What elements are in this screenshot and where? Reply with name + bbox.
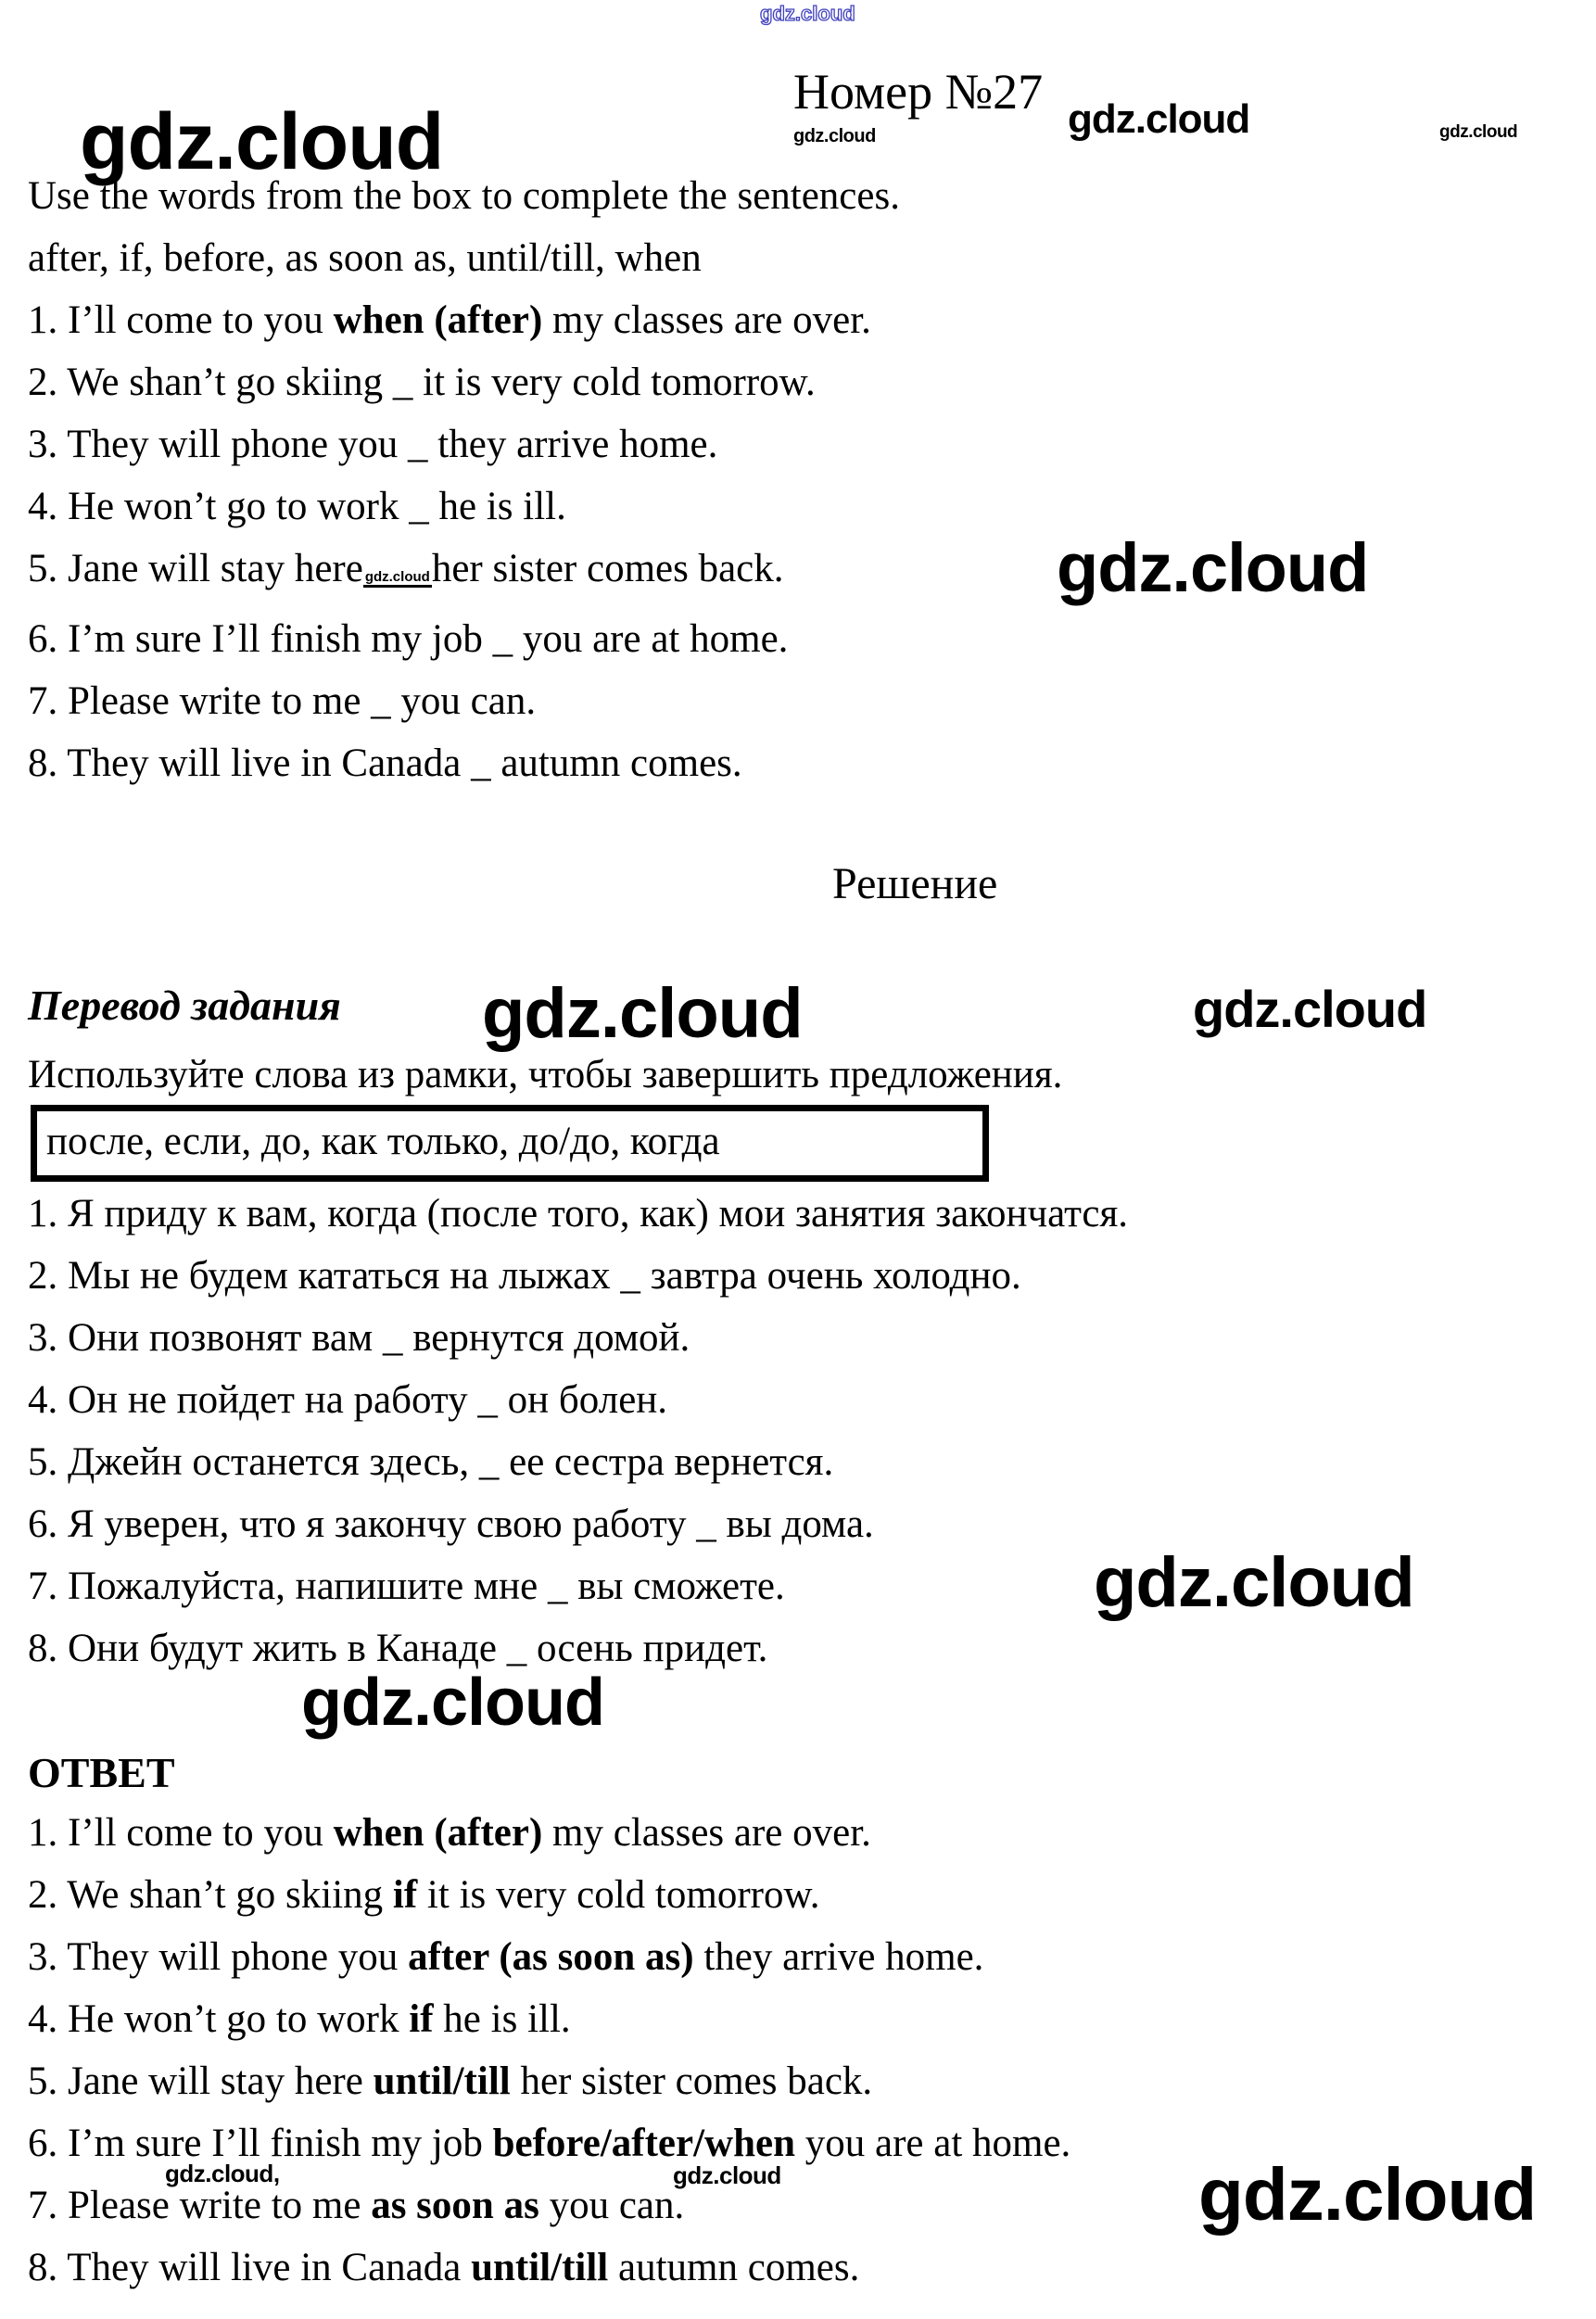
sentence-text: 3. They will phone you	[28, 1935, 409, 1979]
page-title: Номер №27	[793, 64, 1044, 120]
translation-label: Перевод задания	[28, 982, 341, 1029]
watermark-translation-right: gdz.cloud	[1193, 980, 1427, 1038]
translation-sentence-3: 3. Они позвонят вам _ вернутся домой.	[28, 1316, 690, 1360]
answer-sentence-4	[28, 1988, 1070, 2050]
answer-sentence-5	[28, 2050, 1070, 2112]
answer-word: before/after/when	[492, 2122, 795, 2165]
task-intro: Use the words from the box to complete the sentences.	[28, 174, 900, 218]
sentence-text: 8. They will live in Canada _ autumn comes.	[28, 741, 742, 785]
answer-word: after (as soon as)	[408, 1935, 694, 1979]
watermark-translation-big: gdz.cloud	[482, 974, 803, 1053]
answer-word: as soon as	[371, 2184, 539, 2227]
sentence-text: 5. Jane will stay here	[28, 547, 363, 590]
translation-sentence-2: 2. Мы не будем кататься на лыжах _ завтра очень холодно.	[28, 1254, 1021, 1298]
translation-sentence-4: 4. Он не пойдет на работу _ он болен.	[28, 1378, 668, 1422]
answer-section	[28, 1802, 1070, 2299]
watermark-top-right: gdz.cloud	[1439, 122, 1518, 142]
answer-word: when (after)	[333, 1811, 543, 1855]
sentence-text: her sister comes back.	[510, 2059, 873, 2103]
sentence-text: 4. He won’t go to work _ he is ill.	[28, 485, 566, 528]
task-sentence-6	[28, 608, 900, 670]
sentence-text: 5. Jane will stay here	[28, 2059, 374, 2103]
answer-sentence-3	[28, 1926, 1070, 1988]
watermark-russian7-right: gdz.cloud	[1094, 1543, 1414, 1622]
watermark-left-big: gdz.cloud	[80, 97, 444, 186]
answer-heading: ОТВЕТ	[28, 1749, 175, 1796]
task-sentence-7	[28, 670, 900, 732]
inline-watermark: gdz.cloud	[363, 569, 432, 588]
sentence-text: 1. I’ll come to you	[28, 1811, 334, 1855]
watermark-under-title: gdz.cloud	[793, 126, 876, 146]
answer-word: if	[392, 1873, 418, 1917]
task-sentence-8	[28, 732, 900, 794]
word-box-text: после, если, до, как только, до/до, когда	[31, 1105, 989, 1182]
translation-section	[28, 1183, 1128, 1679]
answer-sentence-7	[28, 2174, 1070, 2237]
sentence-text: 6. I’m sure I’ll finish my job	[28, 2122, 493, 2165]
translation-sentence-6: 6. Я уверен, что я закончу свою работу _ вы дома.	[28, 1502, 874, 1546]
answer-sentence-2	[28, 1864, 1070, 1926]
answer-sentence-6	[28, 2112, 1070, 2174]
sentence-text: you can.	[538, 2184, 685, 2227]
sentence-text: 2. We shan’t go skiing _ it is very cold tomorrow.	[28, 361, 816, 404]
translation-sentence-5: 5. Джейн останется здесь, _ ее сестра вернется.	[28, 1440, 834, 1484]
sentence-text: 8. They will live in Canada	[28, 2246, 472, 2289]
sentence-text: 2. We shan’t go skiing	[28, 1873, 393, 1917]
sentence-text: 7. Please write to me _ you can.	[28, 679, 537, 723]
answer-word: if	[409, 1997, 434, 2041]
watermark-task-right: gdz.cloud	[1057, 529, 1369, 606]
sentence-text: he is ill.	[433, 1997, 571, 2041]
task-sentence-1	[28, 289, 900, 351]
translation-sentence-1: 1. Я приду к вам, когда (после того, как) мои занятия закончатся.	[28, 1192, 1129, 1236]
translation-intro: Используйте слова из рамки, чтобы завершить предложения.	[28, 1053, 1063, 1096]
sentence-text: you are at home.	[795, 2122, 1071, 2165]
sentence-text: her sister comes back.	[431, 547, 784, 590]
sentence-text: they arrive home.	[693, 1935, 984, 1979]
sentence-text: 6. I’m sure I’ll finish my job _ you are at home.	[28, 617, 789, 661]
task-sentence-4	[28, 475, 900, 538]
word-box	[31, 1105, 989, 1182]
watermark-russian-bottom: gdz.cloud	[301, 1666, 604, 1740]
watermark-top-outline: gdz.cloud	[760, 2, 855, 25]
translation-sentence-8: 8. Они будут жить в Канаде _ осень придет.	[28, 1627, 768, 1670]
sentence-text: 4. He won’t go to work	[28, 1997, 410, 2041]
answer-sentence-1	[28, 1802, 1070, 1864]
task-section	[28, 165, 900, 794]
sentence-text: 3. They will phone you _ they arrive home.	[28, 423, 718, 466]
answer-sentence-8	[28, 2237, 1070, 2299]
sentence-text: my classes are over.	[542, 298, 871, 342]
sentence-text: my classes are over.	[542, 1811, 871, 1855]
watermark-answer-small-mid: gdz.cloud	[673, 2161, 781, 2189]
solution-heading: Решение	[832, 859, 998, 908]
answer-word: when (after)	[333, 298, 543, 342]
watermark-answer-small-left: gdz.cloud,	[165, 2160, 280, 2187]
sentence-text: it is very cold tomorrow.	[417, 1873, 820, 1917]
watermark-title-suffix: gdz.cloud	[1068, 96, 1250, 142]
sentence-text: 7. Please write to me	[28, 2184, 372, 2227]
answer-word: until/till	[471, 2246, 609, 2289]
task-sentence-3	[28, 413, 900, 475]
answer-word: until/till	[373, 2059, 511, 2103]
task-sentence-2	[28, 351, 900, 413]
task-sentence-5	[28, 538, 900, 608]
watermark-bottom-right: gdz.cloud	[1198, 2153, 1537, 2236]
translation-sentence-7: 7. Пожалуйста, напишите мне _ вы сможете.	[28, 1565, 785, 1608]
sentence-text: autumn comes.	[608, 2246, 860, 2289]
task-word-list: after, if, before, as soon as, until/till, when	[28, 236, 702, 280]
sentence-text: 1. I’ll come to you	[28, 298, 334, 342]
